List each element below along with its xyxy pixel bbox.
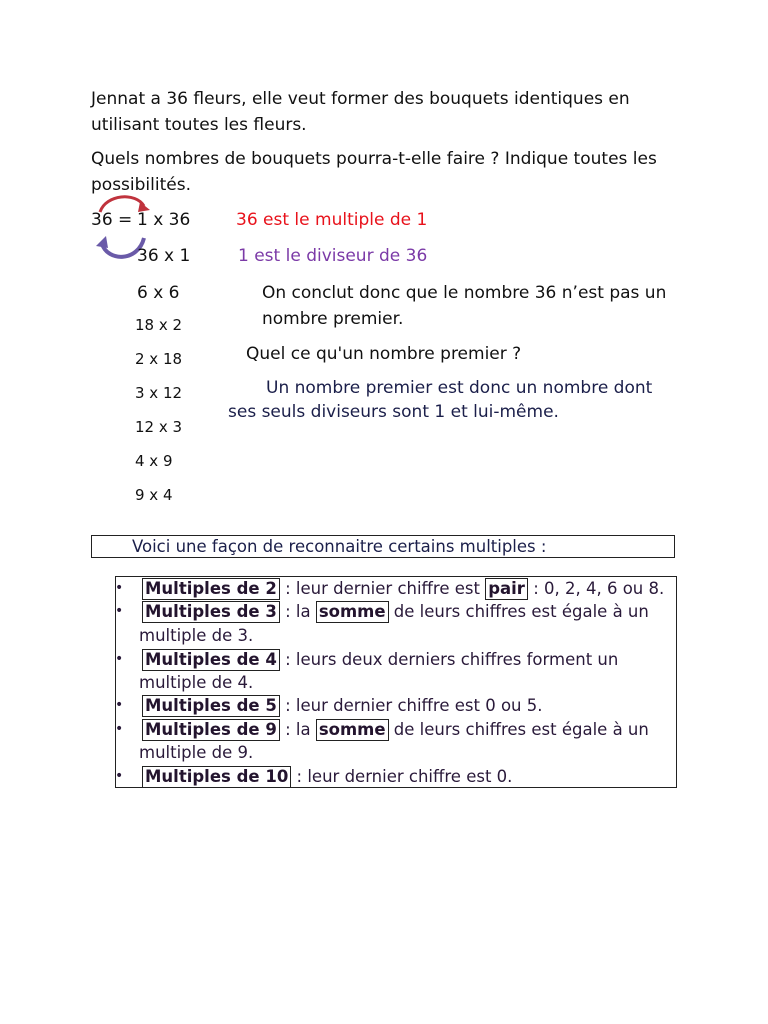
rule-text: : leurs deux derniers chiffres forment un: [279, 650, 619, 669]
rule-text: : 0, 2, 4, 6 ou 8.: [527, 579, 665, 598]
rule-text: : la: [279, 602, 316, 621]
rules-heading: Voici une façon de reconnaitre certains multiples :: [132, 537, 547, 556]
product-item: 36 x 1: [137, 246, 191, 266]
product-item: 9 x 4: [135, 486, 173, 504]
rule-text: : la: [279, 720, 316, 739]
rule-keyword: pair: [485, 578, 528, 600]
product-item: 3 x 12: [135, 384, 183, 402]
product-item: 12 x 3: [135, 418, 183, 436]
definition-line-2: ses seuls diviseurs sont 1 et lui-même.: [228, 402, 559, 422]
bullet: •: [115, 603, 124, 619]
intro-line-1: Jennat a 36 fleurs, elle veut former des bouquets identiques en: [91, 89, 630, 109]
rule-keyword: somme: [316, 601, 389, 623]
product-item: 4 x 9: [135, 452, 173, 470]
product-item: 2 x 18: [135, 350, 183, 368]
bullet: •: [115, 580, 124, 596]
rule-text: : leur dernier chiffre est: [279, 579, 486, 598]
prime-question: Quel ce qu'un nombre premier ?: [246, 344, 522, 364]
multiple-note: 36 est le multiple de 1: [236, 210, 428, 230]
rule-tag: Multiples de 5: [142, 695, 280, 717]
rule-tag: Multiples de 2: [142, 578, 280, 600]
rule-text: multiple de 4.: [139, 673, 254, 692]
bullet: •: [115, 697, 124, 713]
equation-lhs: 36 =: [91, 210, 133, 230]
rules-box: [115, 576, 677, 788]
question-line-2: possibilités.: [91, 175, 191, 195]
rule-tag: Multiples de 4: [142, 649, 280, 671]
conclusion-line-1: On conclut donc que le nombre 36 n’est pas un: [262, 283, 667, 303]
bullet: •: [115, 721, 124, 737]
rule-keyword: somme: [316, 719, 389, 741]
rule-tag: Multiples de 10: [142, 766, 291, 788]
rule-text: multiple de 9.: [139, 743, 254, 762]
product-item: 1 x 36: [137, 210, 191, 230]
rule-text: : leur dernier chiffre est 0.: [291, 767, 513, 786]
rule-text: de leurs chiffres est égale à un: [388, 602, 649, 621]
rule-text: de leurs chiffres est égale à un: [388, 720, 649, 739]
definition-line-1: Un nombre premier est donc un nombre dont: [266, 378, 653, 398]
rule-text: : leur dernier chiffre est 0 ou 5.: [279, 696, 543, 715]
rules-heading-box: [91, 535, 675, 558]
rule-tag: Multiples de 9: [142, 719, 280, 741]
rule-text: multiple de 3.: [139, 626, 254, 645]
question-line-1: Quels nombres de bouquets pourra-t-elle faire ? Indique toutes les: [91, 149, 657, 169]
bullet: •: [115, 768, 124, 784]
conclusion-line-2: nombre premier.: [262, 309, 404, 329]
product-item: 18 x 2: [135, 316, 183, 334]
bullet: •: [115, 651, 124, 667]
diviseur-note: 1 est le diviseur de 36: [238, 246, 428, 266]
product-item: 6 x 6: [137, 283, 180, 303]
rule-tag: Multiples de 3: [142, 601, 280, 623]
intro-line-2: utilisant toutes les fleurs.: [91, 115, 307, 135]
